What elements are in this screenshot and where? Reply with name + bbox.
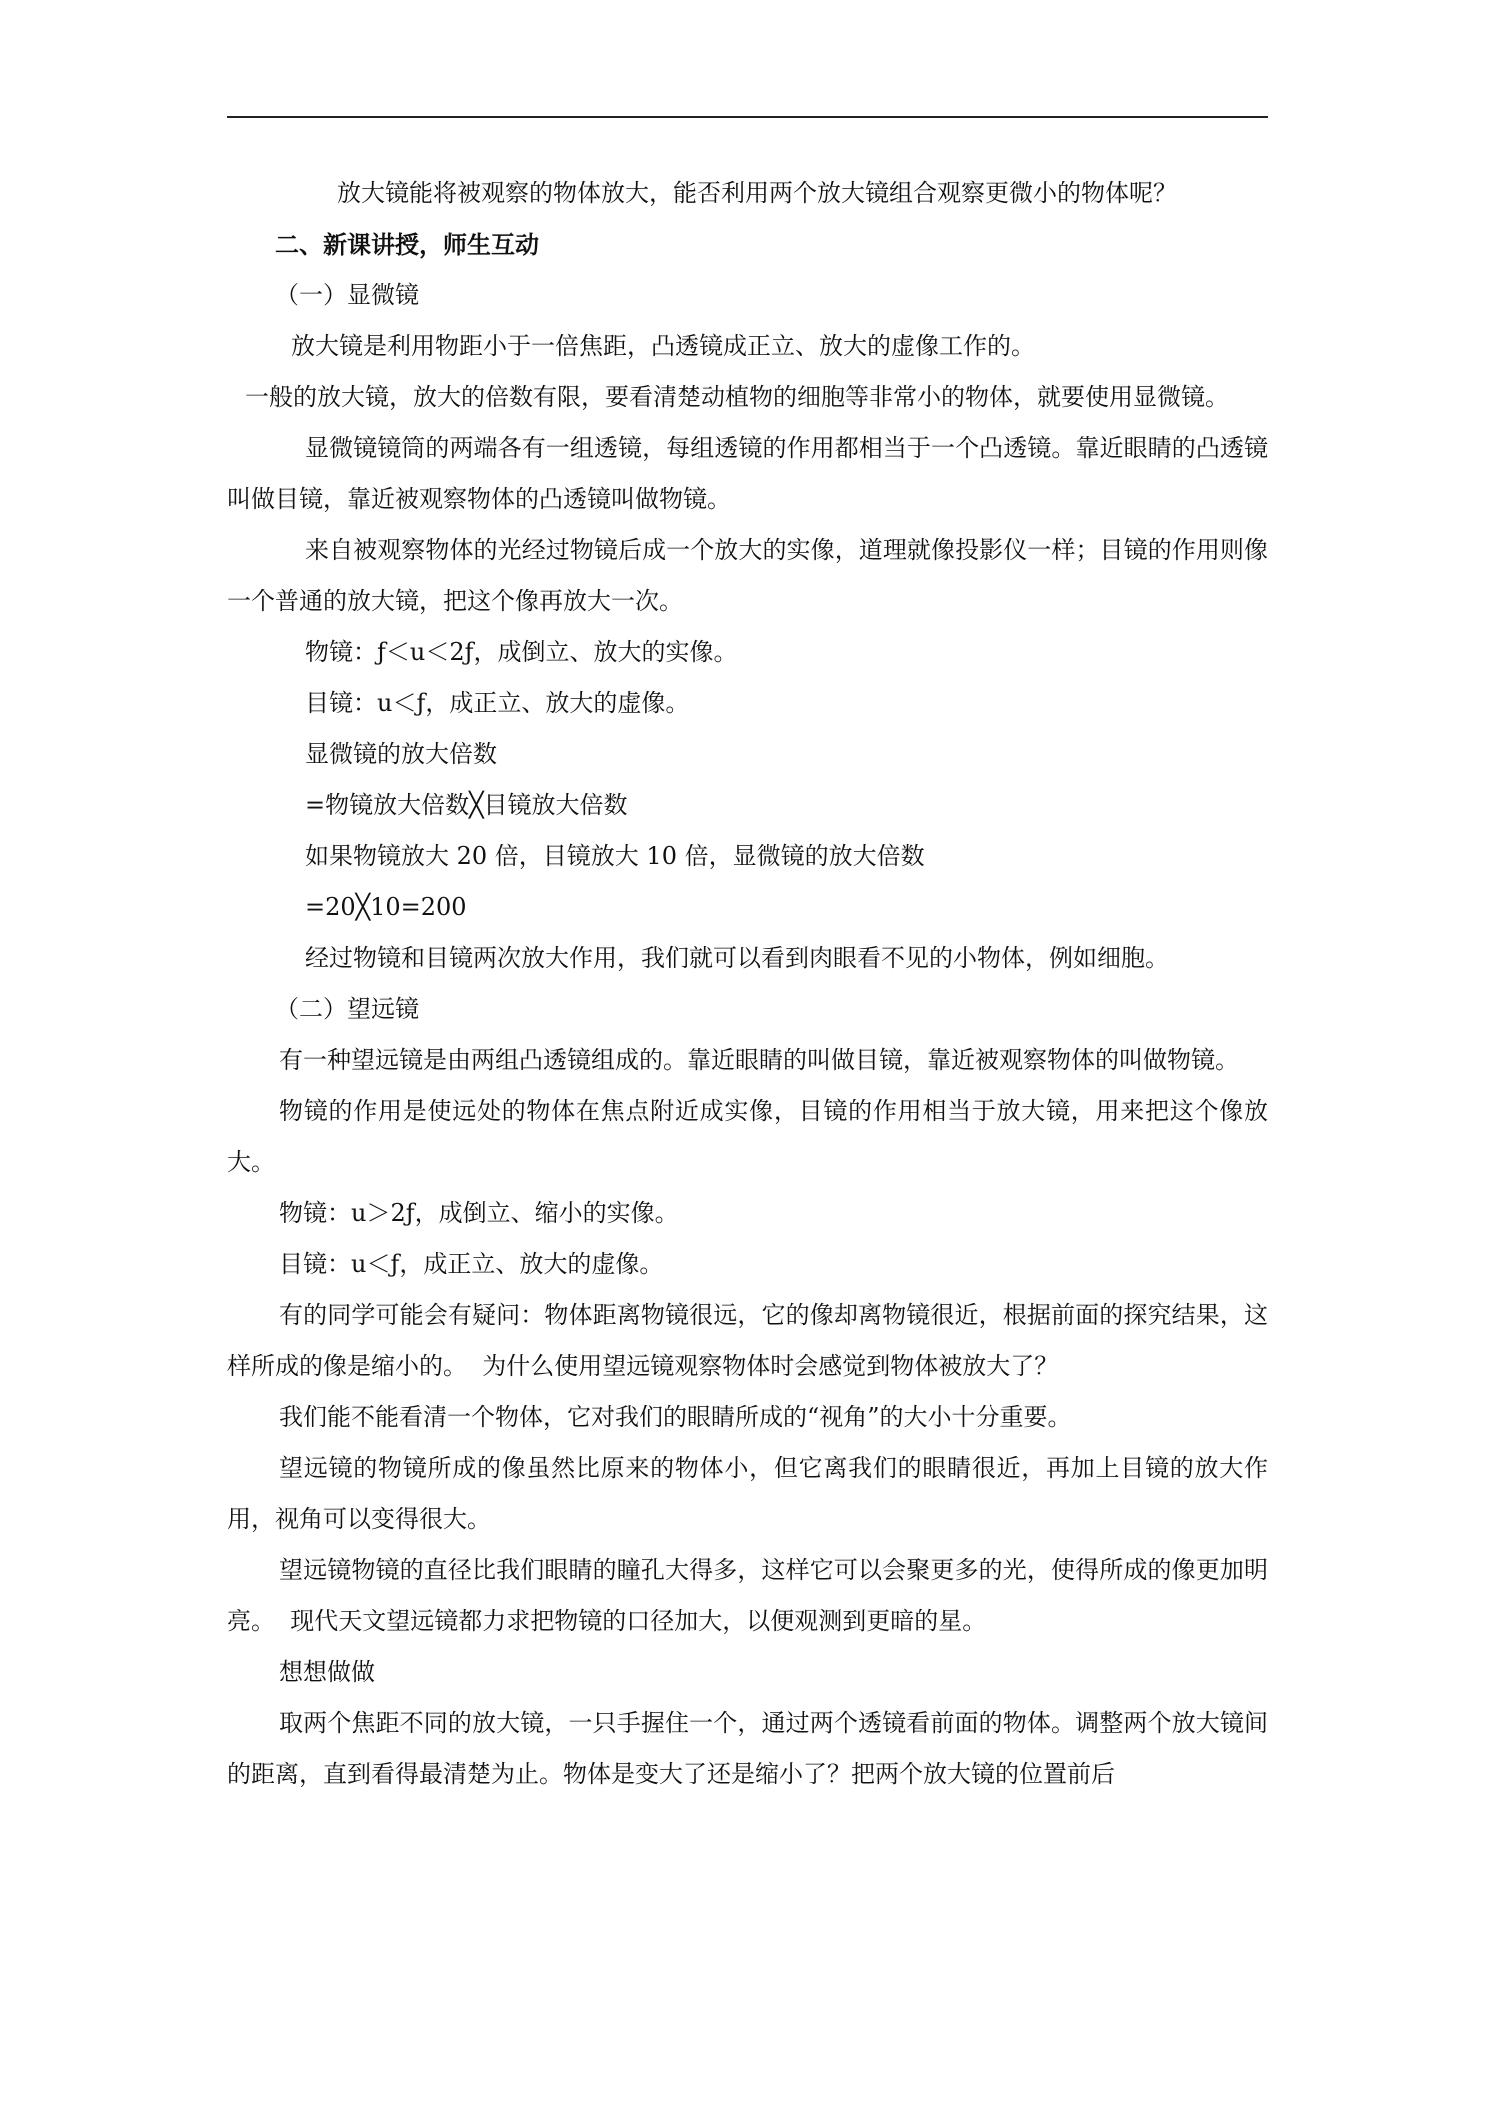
paragraph: 显微镜镜筒的两端各有一组透镜，每组透镜的作用都相当于一个凸透镜。靠近眼睛的凸透镜叫做目镜，靠近被观察物体的凸透镜叫做物镜。	[227, 434, 1268, 513]
sub-heading-telescope: （二）望远镜	[275, 995, 419, 1023]
activity-title: 想想做做	[279, 1658, 375, 1686]
formula-line: =物镜放大倍数╳目镜放大倍数	[305, 791, 628, 819]
sub-heading-microscope: （一）显微镜	[275, 281, 419, 309]
formula-line: =20╳10=200	[305, 893, 467, 921]
paragraph: 来自被观察物体的光经过物镜后成一个放大的实像，道理就像投影仪一样；目镜的作用则像一个普通的放大镜，把这个像再放大一次。	[227, 536, 1268, 615]
formula-line: 显微镜的放大倍数	[305, 740, 497, 768]
paragraph: 我们能不能看清一个物体，它对我们的眼睛所成的“视角”的大小十分重要。	[279, 1403, 1072, 1431]
formula-line: 物镜：ƒ＜u＜2ƒ，成倒立、放大的实像。	[305, 638, 738, 666]
paragraph: 取两个焦距不同的放大镜，一只手握住一个，通过两个透镜看前面的物体。调整两个放大镜间的距离，直到看得最清楚为止。物体是变大了还是缩小了？把两个放大镜的位置前后	[227, 1709, 1268, 1788]
paragraph: 有一种望远镜是由两组凸透镜组成的。靠近眼睛的叫做目镜，靠近被观察物体的叫做物镜。	[279, 1046, 1239, 1074]
paragraph: 有的同学可能会有疑问：物体距离物镜很远，它的像却离物镜很近，根据前面的探究结果，这样所成的像是缩小的。 为什么使用望远镜观察物体时会感觉到物体被放大了？	[227, 1301, 1268, 1380]
document-body	[227, 168, 1268, 1800]
paragraph: 一般的放大镜，放大的倍数有限，要看清楚动植物的细胞等非常小的物体，就要使用显微镜。	[245, 383, 1229, 411]
formula-line: 物镜：u＞2ƒ，成倒立、缩小的实像。	[279, 1199, 679, 1227]
paragraph: 放大镜是利用物距小于一倍焦距，凸透镜成正立、放大的虚像工作的。	[291, 332, 1035, 360]
intro-question: 放大镜能将被观察的物体放大，能否利用两个放大镜组合观察更微小的物体呢？	[337, 179, 1177, 207]
paragraph: 望远镜物镜的直径比我们眼睛的瞳孔大得多，这样它可以会聚更多的光，使得所成的像更加明亮。 现代天文望远镜都力求把物镜的口径加大，以便观测到更暗的星。	[227, 1556, 1268, 1635]
formula-line: 如果物镜放大 20 倍，目镜放大 10 倍，显微镜的放大倍数	[305, 842, 925, 870]
formula-line: 目镜：u＜ƒ，成正立、放大的虚像。	[279, 1250, 664, 1278]
paragraph: 望远镜的物镜所成的像虽然比原来的物体小，但它离我们的眼睛很近，再加上目镜的放大作用，视角可以变得很大。	[227, 1454, 1268, 1533]
section-heading: 二、新课讲授，师生互动	[275, 230, 539, 259]
header-rule	[227, 116, 1268, 118]
formula-line: 目镜：u＜ƒ，成正立、放大的虚像。	[305, 689, 690, 717]
paragraph: 物镜的作用是使远处的物体在焦点附近成实像，目镜的作用相当于放大镜，用来把这个像放大。	[227, 1097, 1268, 1176]
paragraph: 经过物镜和目镜两次放大作用，我们就可以看到肉眼看不见的小物体，例如细胞。	[305, 944, 1169, 972]
